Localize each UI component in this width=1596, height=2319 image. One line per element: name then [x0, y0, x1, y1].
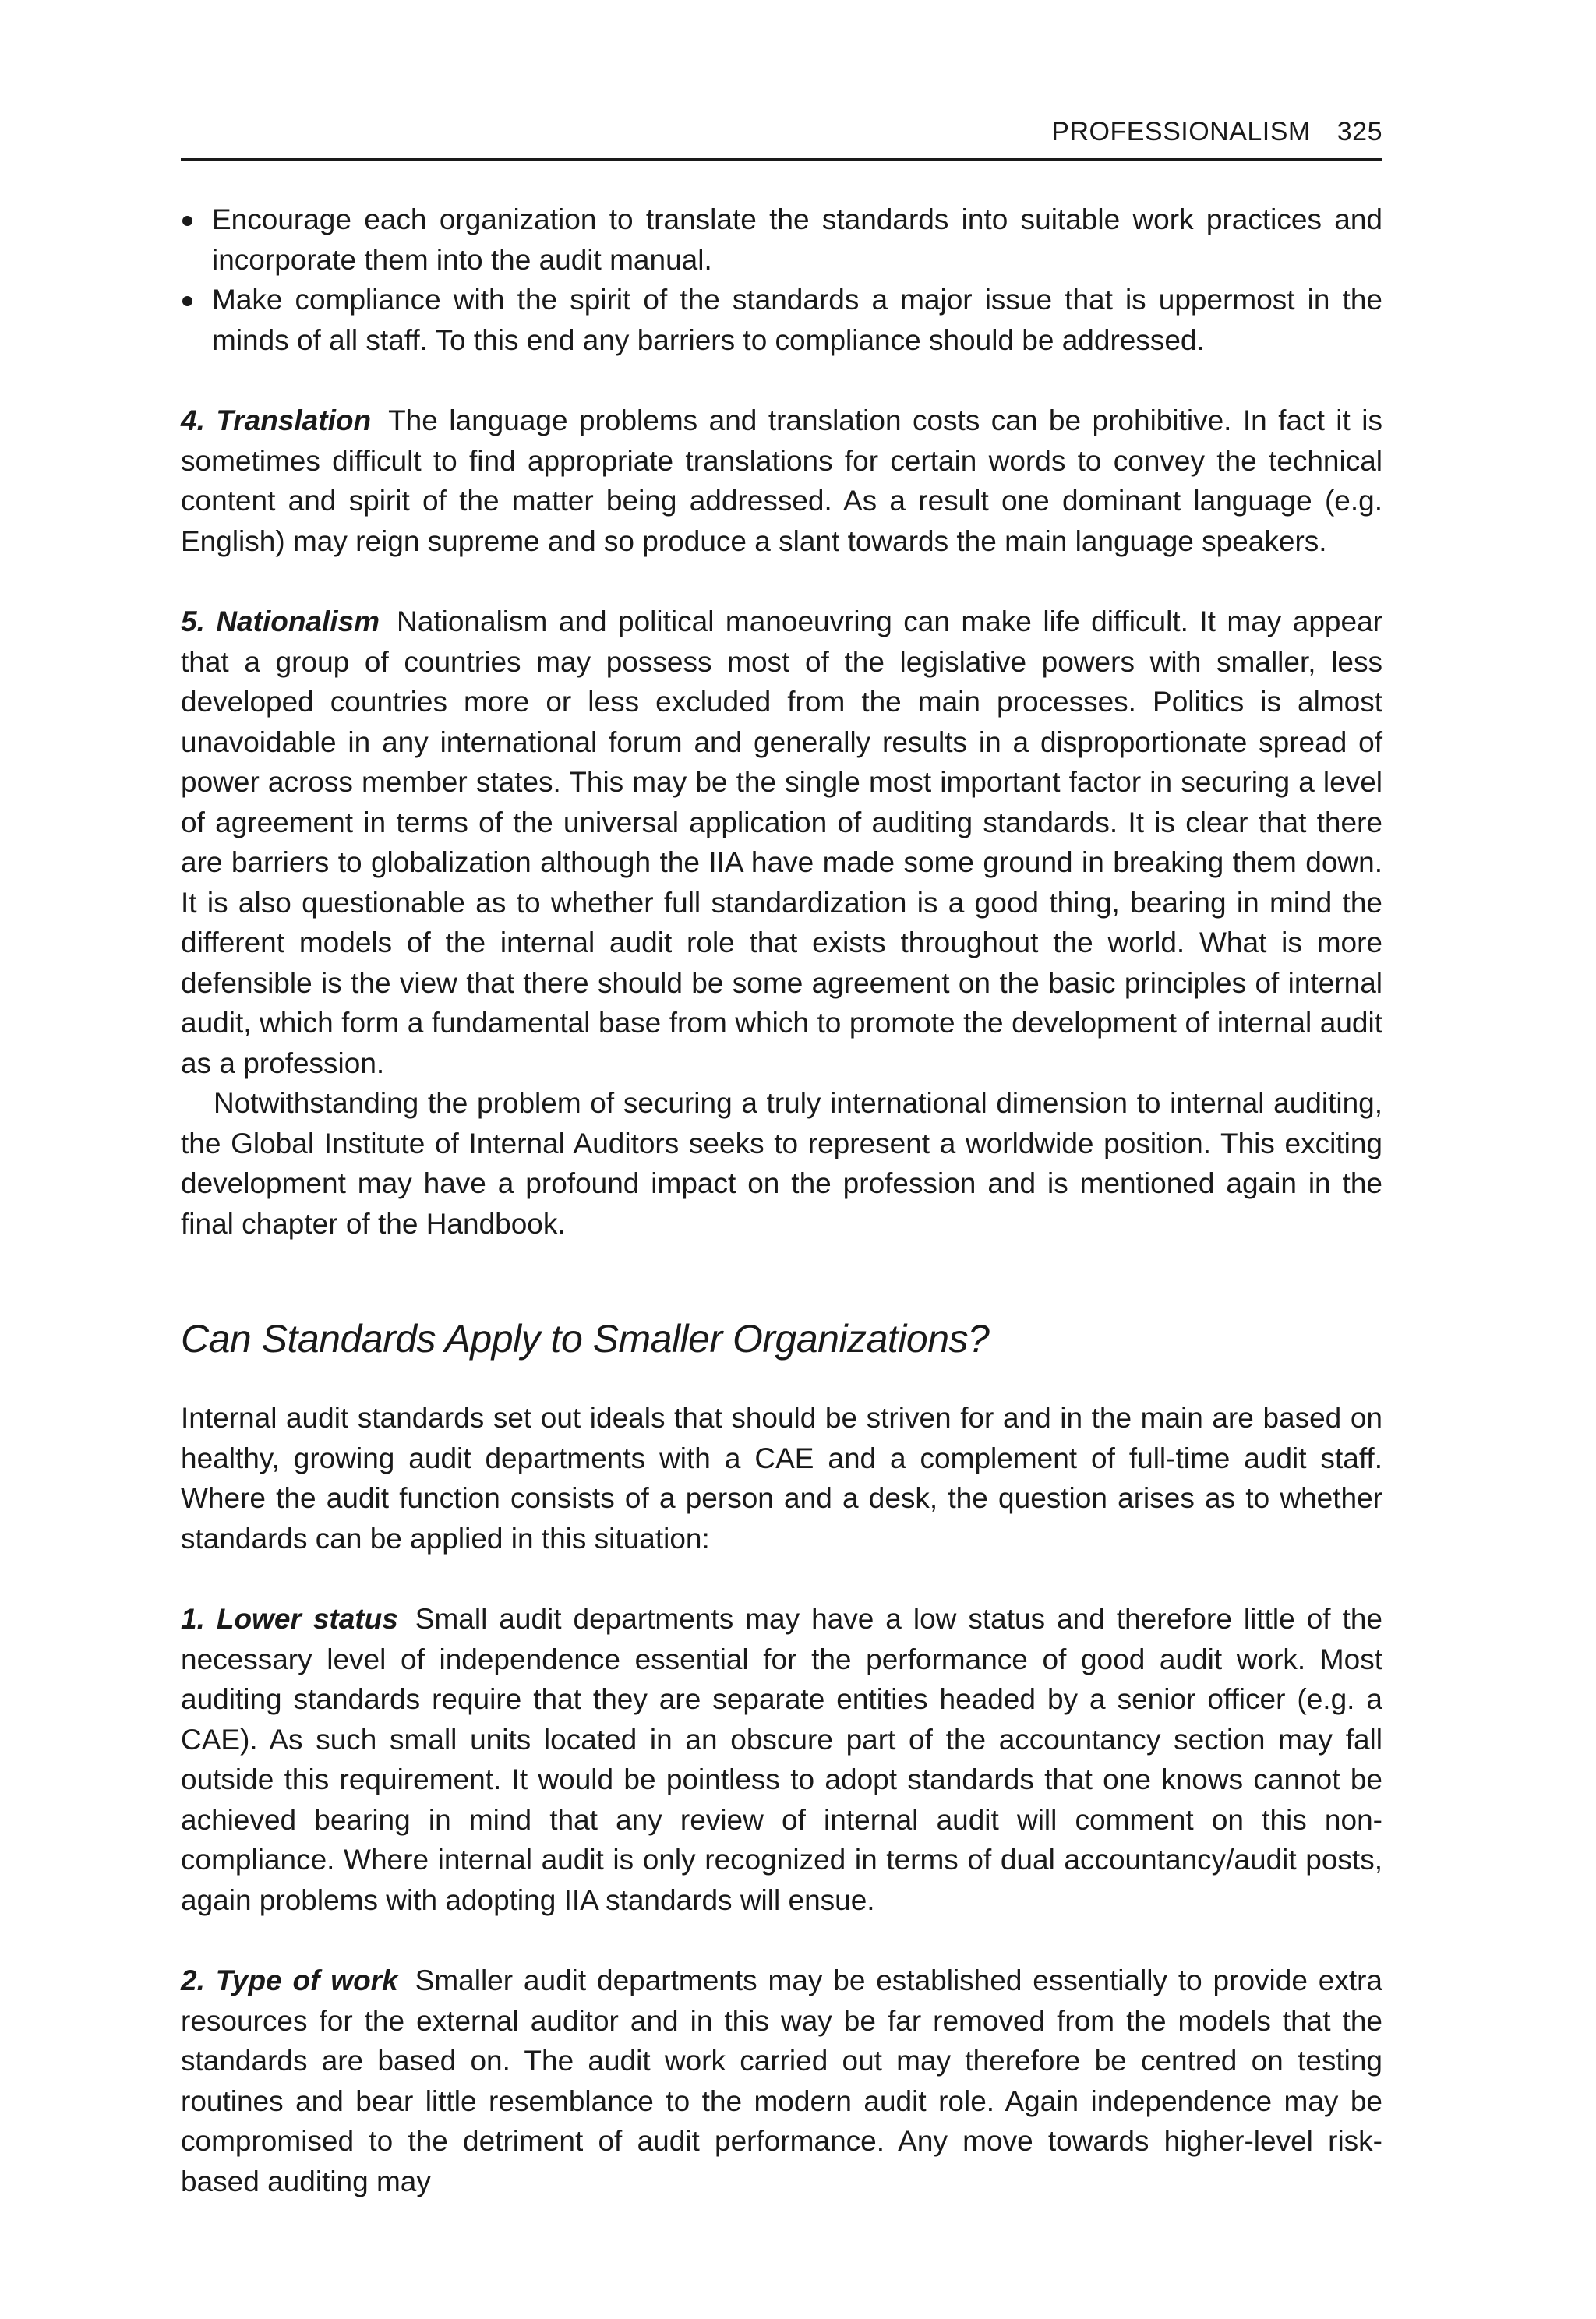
runin-heading: 5. Nationalism — [181, 605, 380, 637]
running-header — [181, 117, 1382, 161]
runin-heading: 4. Translation — [181, 404, 372, 436]
bullet-item: Make compliance with the spirit of the standards a major issue that is uppermost in the minds of all staff. To this end any barriers to compliance should be addressed. — [181, 280, 1382, 360]
paragraph-intro: Internal audit standards set out ideals that should be striven for and in the main are based on healthy, growing audit departments with a CAE and a complement of full-time audit staff. Where the audit function consists of a person and a desk, the question arises as to whether standards can be applied in this situation: — [181, 1402, 1382, 1555]
paragraph-translation — [181, 401, 1382, 561]
section-heading: Can Standards Apply to Smaller Organizations? — [181, 1317, 990, 1361]
paragraph-text: Smaller audit departments may be established essentially to provide extra resources for the external auditor and in this way be far removed from the models that the standards are based on. The audit work carried out may therefore be centred on testing routines and bear little resemblance to the modern audit role. Again independence may be compromised to the detriment of audit performance. Any move towards higher-level risk-based auditing may — [181, 1964, 1382, 2197]
page-body — [181, 199, 1382, 2201]
paragraph-text: Small audit departments may have a low status and therefore little of the necessary level of independence essential for the performance of good audit work. Most auditing standards require that they are separate entities headed by a senior officer (e.g. a CAE). As such small units located in an obscure part of the accountancy section may fall outside this requirement. It would be pointless to adopt standards that one knows cannot be achieved bearing in mind that any review of internal audit will comment on this non-compliance. Where internal audit is only recognized in terms of dual accountancy/audit posts, again problems with adopting IIA standards will ensue. — [181, 1603, 1382, 1916]
paragraph-nationalism — [181, 602, 1382, 1083]
runin-heading: 1. Lower status — [181, 1603, 398, 1635]
running-title: PROFESSIONALISM — [1051, 117, 1311, 146]
bullet-item: Encourage each organization to translate the standards into suitable work practices and incorporate them into the audit manual. — [181, 199, 1382, 280]
runin-heading: 2. Type of work — [181, 1964, 398, 1996]
page-number: 325 — [1336, 117, 1382, 146]
paragraph-text: The language problems and translation costs can be prohibitive. In fact it is sometimes difficult to find appropriate translations for certain words to convey the technical content and spirit of the matter being addressed. As a result one dominant language (e.g. English) may reign supreme and so produce a slant towards the main language speakers. — [181, 404, 1382, 557]
paragraph-type-of-work — [181, 1961, 1382, 2201]
paragraph-text: Nationalism and political manoeuvring can make life difficult. It may appear that a group of countries may possess most of the legislative powers with smaller, less developed countries more or less excluded from the main processes. Politics is almost unavoidable in any international forum and generally results in a disproportionate spread of power across member states. This may be the single most important factor in securing a level of agreement in terms of the universal application of auditing standards. It is clear that there are barriers to globalization although the IIA have made some ground in breaking them down. It is also questionable as to whether full standardization is a good thing, bearing in mind the different models of the internal audit role that exists throughout the world. What is more defensible is the view that there should be some agreement on the basic principles of internal audit, which form a fundamental base from which to promote the development of internal audit as a profession. — [181, 605, 1382, 1079]
book-page — [181, 117, 1382, 2201]
paragraph-notwithstanding: Notwithstanding the problem of securing a truly international dimension to internal auditing, the Global Institute of Internal Auditors seeks to represent a worldwide position. This exciting development may have a profound impact on the profession and is mentioned again in the final chapter of the Handbook. — [181, 1087, 1382, 1240]
bullet-list — [181, 199, 1382, 360]
paragraph-lower-status — [181, 1599, 1382, 1920]
